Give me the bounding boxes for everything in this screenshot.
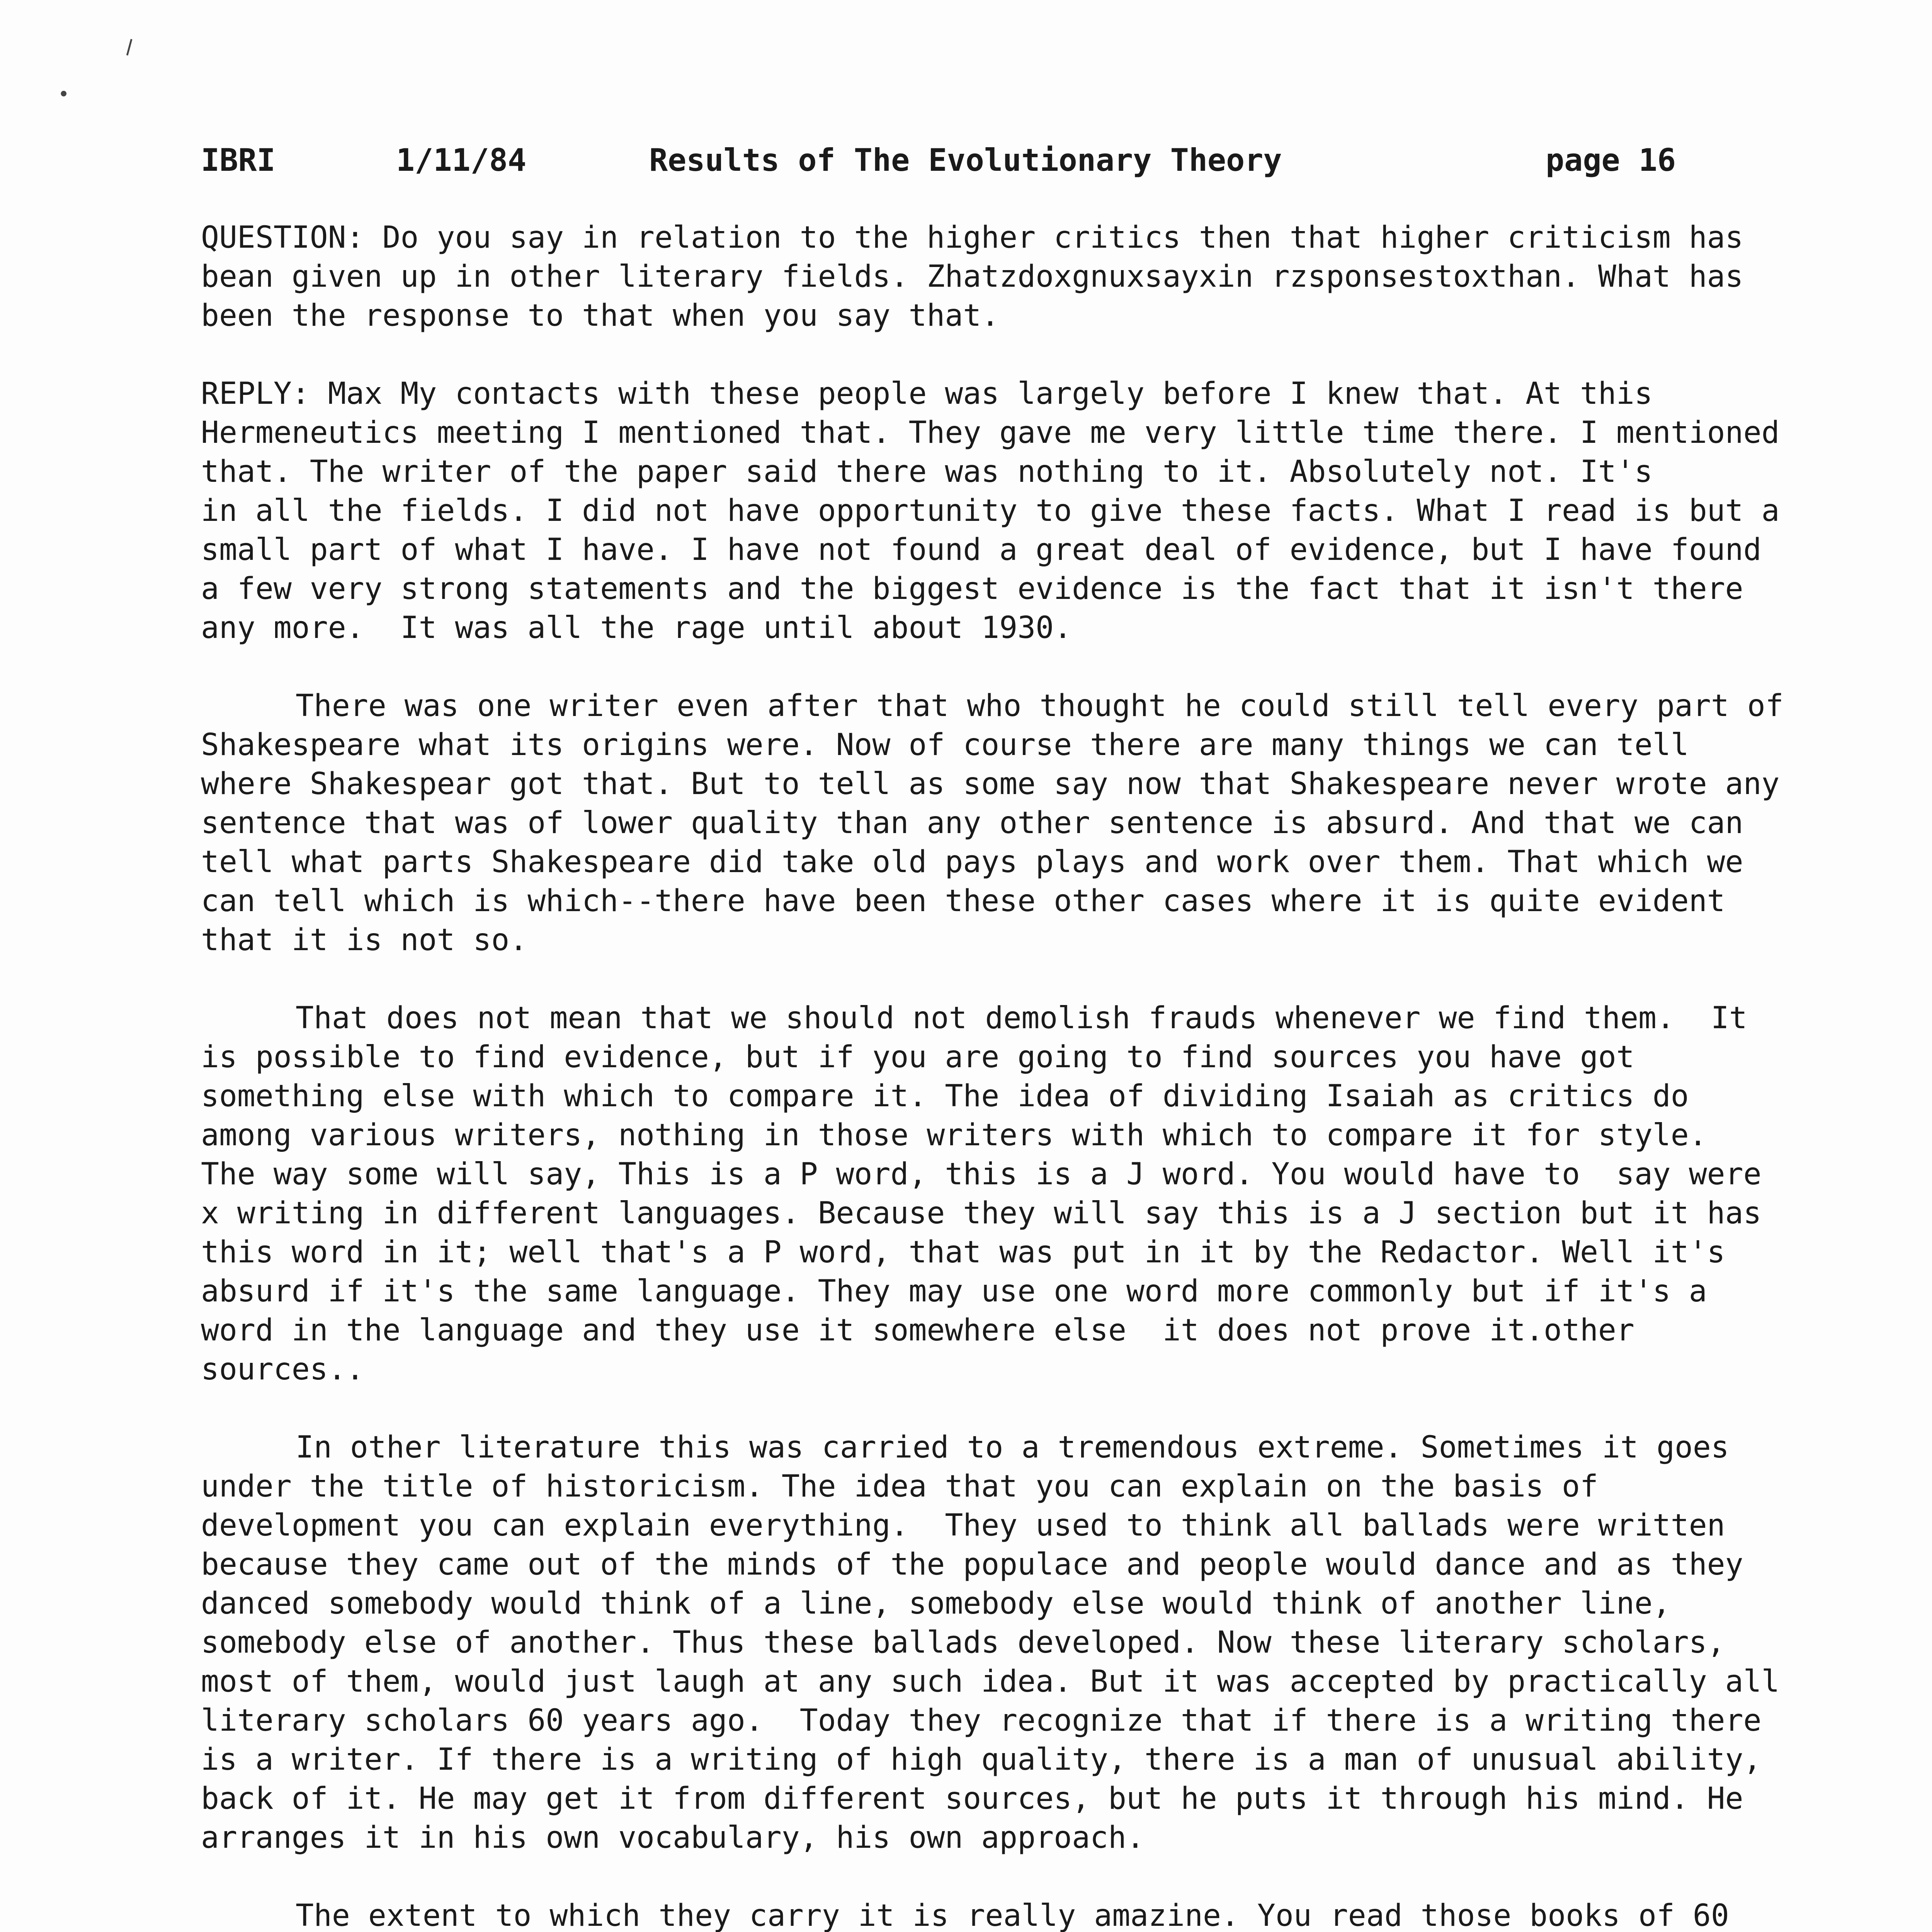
document-body	[201, 218, 1834, 1932]
frauds-paragraph: That does not mean that we should not demolish frauds whenever we find them. It is possible to find evidence, but if you are going to find sources you have got something else with which to compare it. The idea of dividing Isaiah as critics do among various writers, nothing in those writers with which to compare it for style. The way some will say, This is a P word, this is a J word. You would have to say were x writing in different languages. Because they will say this is a J section but it has this word in it; well that's a P word, that was put in it by the Redactor. Well it's absurd if it's the same language. They may use one word more commonly but if it's a word in the language and they use it somewhere else it does not prove it.other sources..	[201, 1001, 1780, 1387]
pen-mark: ⸝	[107, 18, 143, 62]
header-title: Results of The Evolutionary Theory	[649, 142, 1282, 178]
reply-paragraph: REPLY: Max My contacts with these people was largely before I knew that. At this Hermeneutics meeting I mentioned that. They gave me very little time there. I mentioned that. The writer of the paper said there was nothing to it. Absolutely not. It's in all the fields. I did not have opportunity to give these facts. What I read is but a small part of what I have. I have not found a great deal of evidence, but I have found a few very strong statements and the biggest evidence is the fact that it isn't there any more. It was all the rage until about 1930.	[201, 376, 1834, 645]
historicism-paragraph: In other literature this was carried to a tremendous extreme. Sometimes it goes under the title of historicism. The idea that you can explain on the basis of development you can explain everything. They used to think all ballads were written because they came out of the minds of the populace and people would dance and as they danced somebody would think of a line, somebody else would think of another line, somebody else of another. Thus these ballads developed. Now these literary scholars, most of them, would just laugh at any such idea. But it was accepted by practically all literary scholars 60 years ago. Today they recognize that if there is a writing there is a writer. If there is a writing of high quality, there is a man of unusual ability, back of it. He may get it from different sources, but he puts it through his mind. He arranges it in his own vocabulary, his own approach.	[201, 1430, 1798, 1855]
page-header	[201, 135, 1747, 185]
extent-paragraph: The extent to which they carry it is really amazine. You read those books of 60	[296, 1898, 1729, 1932]
header-page-number: page 16	[1546, 142, 1676, 178]
dot-mark: •	[58, 83, 70, 105]
shakespeare-paragraph: There was one writer even after that who thought he could still tell every part of Shakespeare what its origins were. Now of course there are many things we can tell where Shakespear got that. But to tell as some say now that Shakespeare never wrote any sentence that was of lower quality than any other sentence is absurd. And that we can tell what parts Shakespeare did take old pays plays and work over them. That which we can tell which is which--there have been these other cases where it is quite evident that it is not so.	[201, 689, 1802, 957]
question-paragraph: QUESTION: Do you say in relation to the higher critics then that higher criticism has bean given up in other literary fields. Zhatzdoxgnuxsayxin rzsponsestoxthan. What has been the response to that when you say that.	[201, 220, 1762, 333]
header-org: IBRI	[201, 142, 276, 178]
header-date: 1/11/84	[396, 142, 527, 178]
